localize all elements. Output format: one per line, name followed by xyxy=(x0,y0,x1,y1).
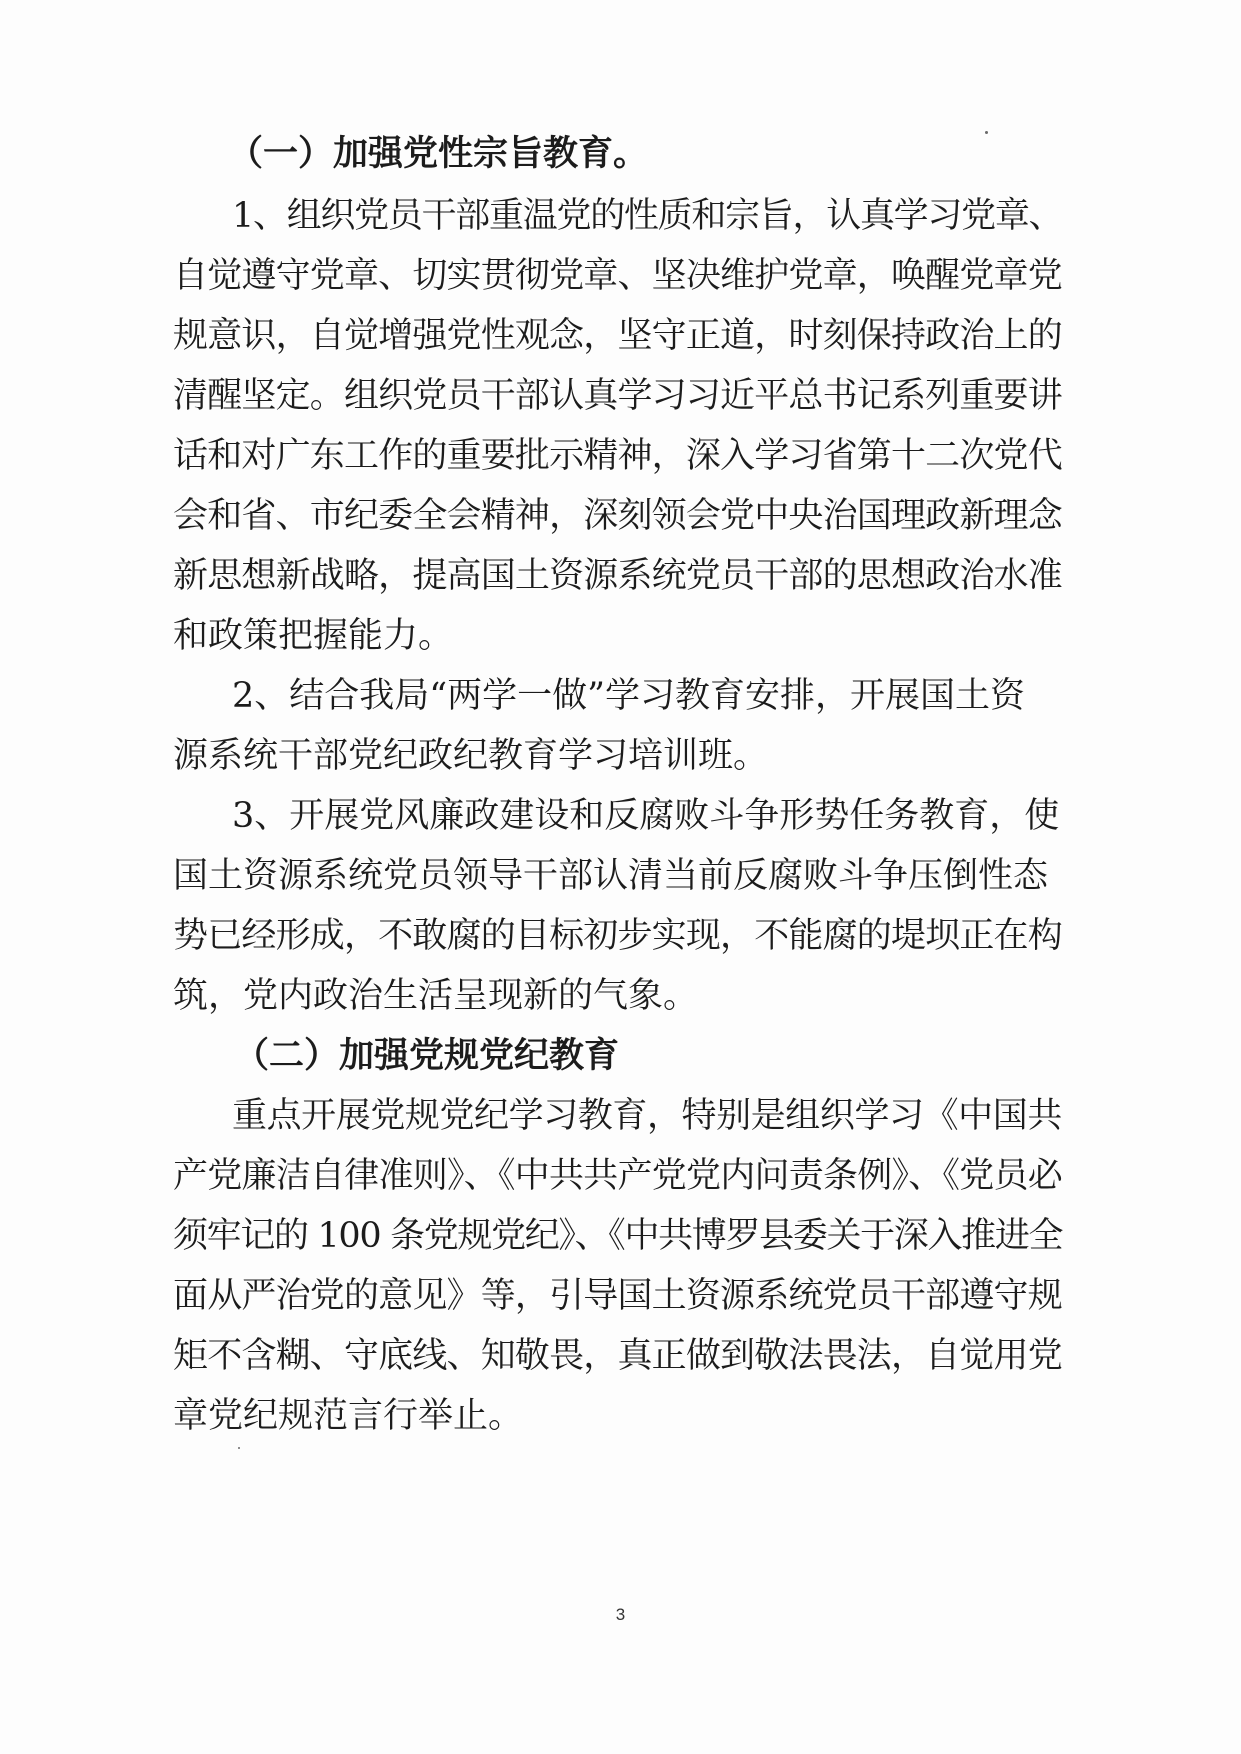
paragraph-line: 势已经形成，不敢腐的目标初步实现，不能腐的堤坝正在构 xyxy=(173,916,1062,956)
page-number: 3 xyxy=(615,1605,626,1624)
section-heading-1: （一）加强党性宗旨教育。 xyxy=(228,134,649,174)
paragraph-line: 和政策把握能力。 xyxy=(173,616,454,656)
paragraph-line: 1、组织党员干部重温党的性质和宗旨，认真学习党章、 xyxy=(232,196,1063,236)
paragraph-line: 须牢记的 100 条党规党纪》、《中共博罗县委关于深入推进全 xyxy=(173,1216,1063,1256)
paragraph-line: 重点开展党规党纪学习教育，特别是组织学习《中国共 xyxy=(232,1096,1062,1136)
paragraph-line: 规意识，自觉增强党性观念，坚守正道，时刻保持政治上的 xyxy=(173,316,1062,356)
paragraph-line: 2、结合我局“两学一做”学习教育安排，开展国土资 xyxy=(232,676,1026,716)
paragraph-line: 会和省、市纪委全会精神，深刻领会党中央治国理政新理念 xyxy=(173,496,1062,536)
paragraph-line: 面从严治党的意见》等，引导国土资源系统党员干部遵守规 xyxy=(173,1276,1062,1316)
paragraph-line: 自觉遵守党章、切实贯彻党章、坚决维护党章，唤醒党章党 xyxy=(173,256,1062,296)
paragraph-line: 国土资源系统党员领导干部认清当前反腐败斗争压倒性态 xyxy=(173,856,1049,896)
paragraph-line: 矩不含糊、守底线、知敬畏，真正做到敬法畏法，自觉用党 xyxy=(173,1336,1062,1376)
scan-speck xyxy=(238,1447,240,1449)
section-heading-2: （二）加强党规党纪教育 xyxy=(234,1036,620,1076)
paragraph-line: 筑，党内政治生活呈现新的气象。 xyxy=(173,976,699,1016)
paragraph-line: 3、开展党风廉政建设和反腐败斗争形势任务教育，使 xyxy=(232,796,1060,836)
paragraph-line: 新思想新战略，提高国土资源系统党员干部的思想政治水准 xyxy=(173,556,1062,596)
paragraph-line: 产党廉洁自律准则》、《中共共产党党内问责条例》、《党员必 xyxy=(173,1156,1063,1196)
paragraph-line: 章党纪规范言行举止。 xyxy=(173,1396,524,1436)
paragraph-line: 源系统干部党纪政纪教育学习培训班。 xyxy=(173,736,769,776)
paragraph-line: 话和对广东工作的重要批示精神，深入学习省第十二次党代 xyxy=(173,436,1062,476)
scan-speck xyxy=(985,131,988,134)
paragraph-line: 清醒坚定。组织党员干部认真学习习近平总书记系列重要讲 xyxy=(173,376,1062,416)
